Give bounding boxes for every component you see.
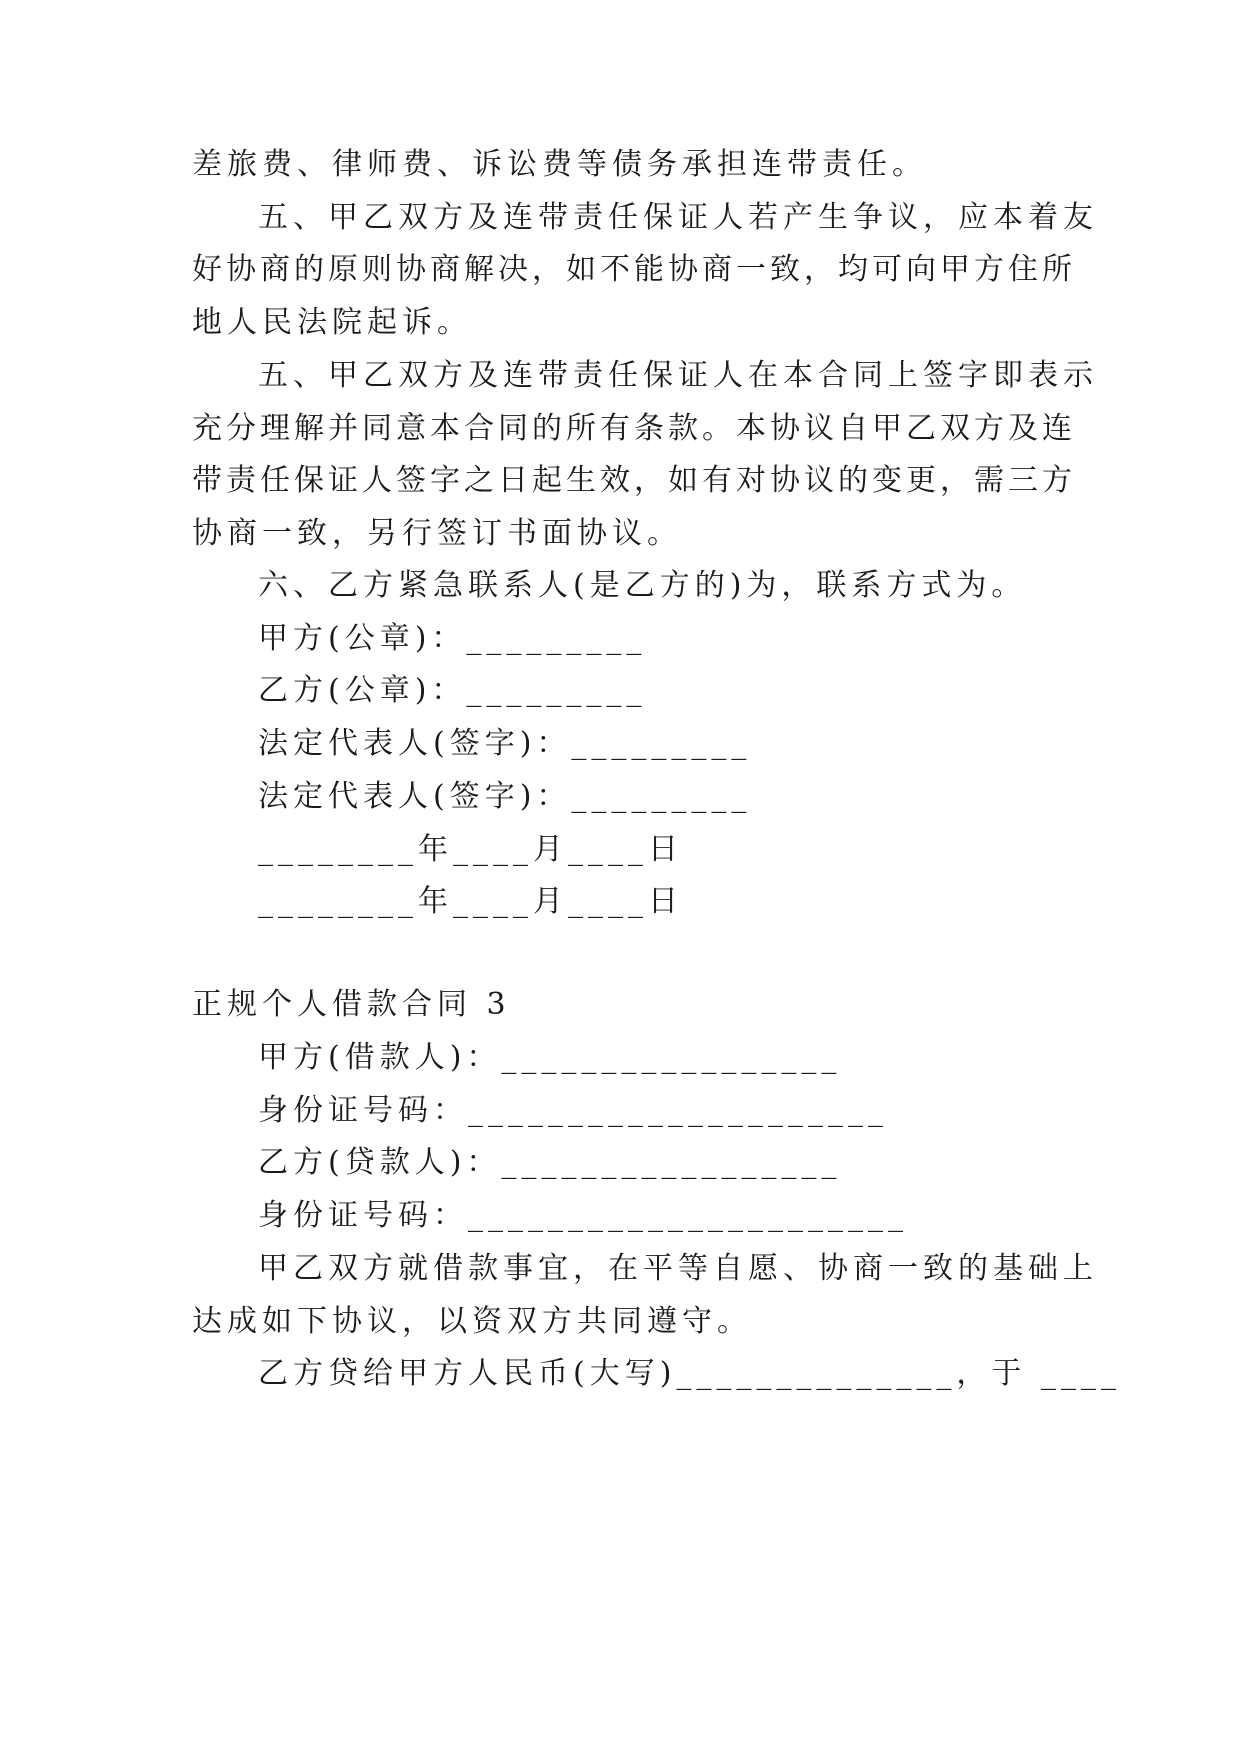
legal-rep-signature-field: 法定代表人(签字)：_________	[258, 726, 752, 761]
date-field: ________年____月____日	[258, 884, 683, 919]
borrower-id-field: 身份证号码：_____________________	[258, 1093, 888, 1128]
text-line: 带责任保证人签字之日起生效，如有对协议的变更，需三方	[192, 463, 1076, 498]
legal-rep-signature-field: 法定代表人(签字)：_________	[258, 779, 752, 814]
text-line: 达成如下协议，以资双方共同遵守。	[192, 1304, 752, 1339]
text-line: 好协商的原则协商解决，如不能协商一致，均可向甲方住所	[192, 252, 1076, 287]
text-line: 协商一致，另行签订书面协议。	[192, 516, 682, 551]
text-line: 地人民法院起诉。	[192, 305, 472, 340]
section-title: 正规个人借款合同 3	[192, 987, 511, 1022]
loan-amount-field: 乙方贷给甲方人民币(大写)______________，于 ____	[258, 1356, 1121, 1391]
clause-five-signature: 五、甲乙双方及连带责任保证人在本合同上签字即表示	[258, 358, 1098, 393]
text-line: 充分理解并同意本合同的所有条款。本协议自甲乙双方及连	[192, 411, 1076, 446]
party-a-seal-field: 甲方(公章)：_________	[258, 621, 647, 656]
clause-five-dispute: 五、甲乙双方及连带责任保证人若产生争议，应本着友	[258, 200, 1098, 235]
date-field: ________年____月____日	[258, 832, 683, 867]
text-line: 差旅费、律师费、诉讼费等债务承担连带责任。	[192, 147, 927, 182]
clause-six-emergency-contact: 六、乙方紧急联系人(是乙方的)为，联系方式为。	[258, 568, 1027, 603]
borrower-field: 甲方(借款人)：_________________	[258, 1040, 842, 1075]
lender-id-field: 身份证号码：______________________	[258, 1198, 908, 1233]
agreement-intro: 甲乙双方就借款事宜，在平等自愿、协商一致的基础上	[258, 1251, 1098, 1286]
party-b-seal-field: 乙方(公章)：_________	[258, 673, 647, 708]
lender-field: 乙方(贷款人)：_________________	[258, 1145, 842, 1180]
